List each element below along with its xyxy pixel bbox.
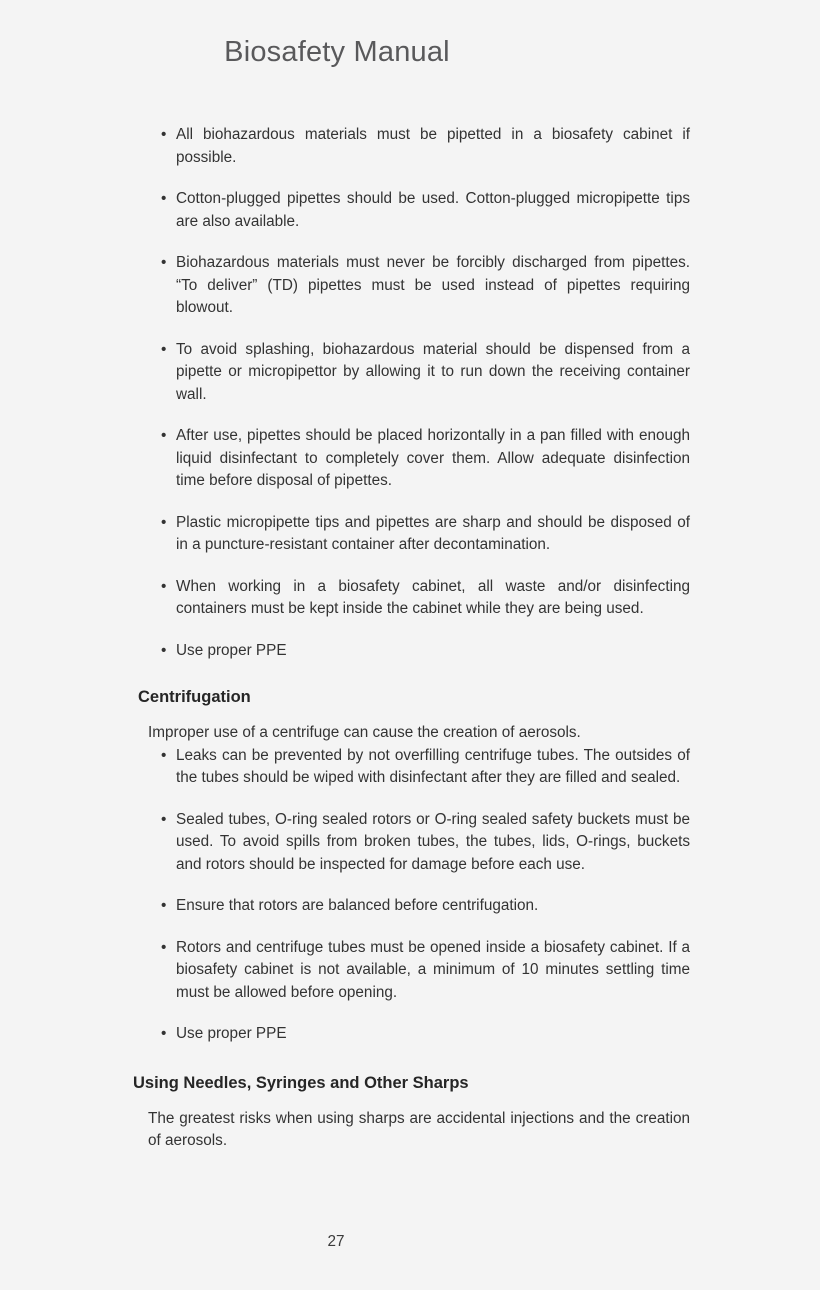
- bullet-icon: •: [161, 746, 167, 764]
- list-item-text: Cotton-plugged pipettes should be used. Cotton-plugged micropipette tips are also available.: [176, 190, 690, 230]
- bullet-icon: •: [161, 897, 167, 914]
- list-item: [130, 512, 690, 557]
- bullet-icon: •: [161, 513, 167, 531]
- list-item-text: All biohazardous materials must be pipetted in a biosafety cabinet if possible.: [176, 126, 690, 166]
- centrifugation-bullet-list: [130, 745, 690, 1046]
- list-item-text: Biohazardous materials must never be forcibly discharged from pipettes. “To deliver” (TD) pipettes must be used instead of pipettes requiring blowout.: [176, 254, 690, 316]
- bullet-icon: •: [161, 340, 167, 358]
- section-heading-centrifugation: Centrifugation: [138, 688, 251, 706]
- list-item: [130, 339, 690, 407]
- list-item: [130, 425, 690, 493]
- bullet-icon: •: [161, 641, 167, 659]
- list-item: [130, 124, 690, 169]
- bullet-icon: •: [161, 1025, 167, 1042]
- list-item-text: Sealed tubes, O-ring sealed rotors or O-ring sealed safety buckets must be used. To avoid spills from broken tubes, the tubes, lids, O-rings, buckets and rotors should be inspected for damage before each use.: [176, 810, 690, 873]
- document-title: Biosafety Manual: [224, 36, 450, 68]
- section-lead-sharps: The greatest risks when using sharps are accidental injections and the creation of aerosols.: [148, 1109, 690, 1149]
- list-item-text: Ensure that rotors are balanced before centrifugation.: [176, 897, 539, 914]
- list-item-text: Use proper PPE: [176, 1025, 287, 1042]
- list-item: [130, 188, 690, 233]
- list-item-text: When working in a biosafety cabinet, all waste and/or disinfecting containers must be kept inside the cabinet while they are being used.: [176, 577, 690, 617]
- page-content: [130, 124, 690, 1153]
- list-item: [130, 745, 690, 790]
- list-item: [130, 576, 690, 621]
- list-item-text: After use, pipettes should be placed horizontally in a pan filled with enough liquid disinfectant to completely cover them. Allow adequate disinfection time before disposal of pipettes.: [176, 427, 690, 489]
- bullet-icon: •: [161, 427, 167, 444]
- bullet-icon: •: [161, 938, 167, 956]
- list-item-text: Plastic micropipette tips and pipettes are sharp and should be disposed of in a puncture-resistant container after decontamination.: [176, 513, 690, 553]
- section-lead-centrifugation: Improper use of a centrifuge can cause the creation of aerosols.: [148, 724, 581, 741]
- bullet-icon: •: [161, 810, 167, 828]
- list-item: [130, 895, 690, 918]
- list-item-text: Leaks can be prevented by not overfilling centrifuge tubes. The outsides of the tubes should be wiped with disinfectant after they are filled and sealed.: [176, 746, 690, 786]
- list-item: [130, 640, 690, 663]
- pipetting-bullet-list: [130, 124, 690, 662]
- list-item-text: Rotors and centrifuge tubes must be opened inside a biosafety cabinet. If a biosafety cabinet is not available, a minimum of 10 minutes settling time must be allowed before opening.: [176, 938, 690, 1001]
- bullet-icon: •: [161, 577, 167, 595]
- bullet-icon: •: [161, 254, 167, 271]
- bullet-icon: •: [161, 126, 167, 143]
- section-heading-sharps: Using Needles, Syringes and Other Sharps: [133, 1073, 469, 1092]
- list-item: [130, 252, 690, 320]
- list-item: [130, 809, 690, 877]
- list-item: [130, 1023, 690, 1046]
- bullet-icon: •: [161, 190, 167, 207]
- list-item-text: To avoid splashing, biohazardous material should be dispensed from a pipette or micropipettor by allowing it to run down the receiving container wall.: [176, 340, 690, 403]
- list-item: [130, 937, 690, 1005]
- page-number: 27: [327, 1233, 345, 1250]
- list-item-text: Use proper PPE: [176, 641, 287, 659]
